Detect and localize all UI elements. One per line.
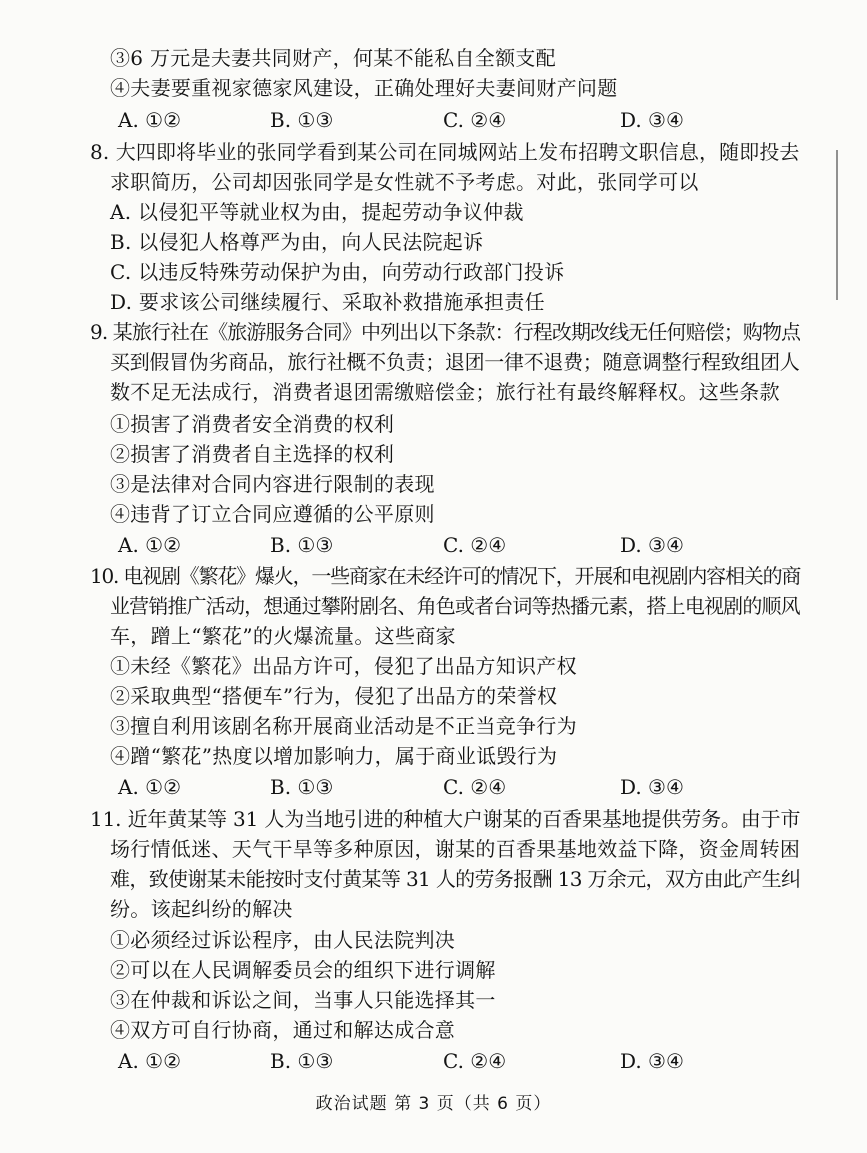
q7-option-a: A. ①② — [118, 108, 182, 132]
q10-statement-3: ③擅自利用该剧名称开展商业活动是不正当竞争行为 — [110, 714, 577, 738]
q8-option-a: A. 以侵犯平等就业权为由，提起劳动争议仲裁 — [110, 200, 524, 224]
q11-statement-4: ④双方可自行协商，通过和解达成合意 — [110, 1018, 456, 1042]
q7-statement-3: ③6 万元是夫妻共同财产，何某不能私自全额支配 — [110, 46, 556, 70]
q8-option-d: D. 要求该公司继续履行、采取补救措施承担责任 — [110, 290, 545, 314]
q10-option-b: B. ①③ — [270, 775, 334, 799]
q10-statement-2: ②采取典型“搭便车”行为，侵犯了出品方的荣誉权 — [110, 684, 558, 708]
q10-option-d: D. ③④ — [620, 775, 684, 799]
q9-stem-line-1: 9. 某旅行社在《旅游服务合同》中列出以下条款：行程改期改线无任何赔偿；购物点 — [90, 320, 801, 344]
q11-option-c: C. ②④ — [443, 1049, 507, 1073]
q9-statement-3: ③是法律对合同内容进行限制的表现 — [110, 472, 435, 496]
q9-option-a: A. ①② — [118, 533, 182, 557]
q8-option-c: C. 以违反特殊劳动保护为由，向劳动行政部门投诉 — [110, 260, 565, 284]
page-footer: 政治试题 第 3 页（共 6 页） — [315, 1094, 552, 1114]
q11-option-a: A. ①② — [118, 1049, 182, 1073]
q11-statement-1: ①必须经过诉讼程序，由人民法院判决 — [110, 928, 456, 952]
q7-statement-4: ④夫妻要重视家德家风建设，正确处理好夫妻间财产问题 — [110, 76, 618, 100]
q10-statement-1: ①未经《繁花》出品方许可，侵犯了出品方知识产权 — [110, 654, 577, 678]
q7-option-b: B. ①③ — [270, 108, 334, 132]
scan-edge-mark — [836, 150, 838, 300]
q10-option-a: A. ①② — [118, 775, 182, 799]
q11-statement-2: ②可以在人民调解委员会的组织下进行调解 — [110, 958, 496, 982]
q11-statement-3: ③在仲裁和诉讼之间，当事人只能选择其一 — [110, 988, 496, 1012]
q9-option-b: B. ①③ — [270, 533, 334, 557]
q9-statement-4: ④违背了订立合同应遵循的公平原则 — [110, 502, 435, 526]
q9-option-d: D. ③④ — [620, 533, 684, 557]
q10-statement-4: ④蹭“繁花”热度以增加影响力，属于商业诋毁行为 — [110, 744, 558, 768]
q10-stem-line-3: 车，蹭上“繁花”的火爆流量。这些商家 — [110, 624, 456, 648]
q8-option-b: B. 以侵犯人格尊严为由，向人民法院起诉 — [110, 230, 484, 254]
q9-stem-line-3: 数不足无法成行，消费者退团需缴赔偿金；旅行社有最终解释权。这些条款 — [110, 380, 780, 404]
q8-stem-line-2: 求职简历，公司却因张同学是女性就不予考虑。对此，张同学可以 — [110, 170, 699, 194]
q7-option-c: C. ②④ — [443, 108, 507, 132]
q11-option-d: D. ③④ — [620, 1049, 684, 1073]
q9-stem-line-2: 买到假冒伪劣商品，旅行社概不负责；退团一律不退费；随意调整行程致组团人 — [110, 350, 800, 374]
q11-stem-line-2: 场行情低迷、天气干旱等多种原因，谢某的百香果基地效益下降，资金周转困 — [110, 837, 801, 861]
q8-stem-line-1: 8. 大四即将毕业的张同学看到某公司在同城网站上发布招聘文职信息，随即投去 — [90, 140, 800, 164]
q9-option-c: C. ②④ — [443, 533, 507, 557]
q11-option-b: B. ①③ — [270, 1049, 334, 1073]
q7-option-d: D. ③④ — [620, 108, 684, 132]
q10-stem-line-1: 10. 电视剧《繁花》爆火，一些商家在未经许可的情况下，开展和电视剧内容相关的商 — [90, 564, 801, 588]
q10-option-c: C. ②④ — [443, 775, 507, 799]
q9-statement-1: ①损害了消费者安全消费的权利 — [110, 412, 395, 436]
q11-stem-line-3: 难，致使谢某未能按时支付黄某等 31 人的劳务报酬 13 万余元，双方由此产生纠 — [110, 867, 801, 891]
q9-statement-2: ②损害了消费者自主选择的权利 — [110, 442, 395, 466]
q11-stem-line-1: 11. 近年黄某等 31 人为当地引进的种植大户谢某的百香果基地提供劳务。由于市 — [90, 807, 801, 831]
q10-stem-line-2: 业营销推广活动，想通过攀附剧名、角色或者台词等热播元素，搭上电视剧的顺风 — [110, 594, 800, 618]
q11-stem-line-4: 纷。该起纠纷的解决 — [110, 897, 293, 921]
